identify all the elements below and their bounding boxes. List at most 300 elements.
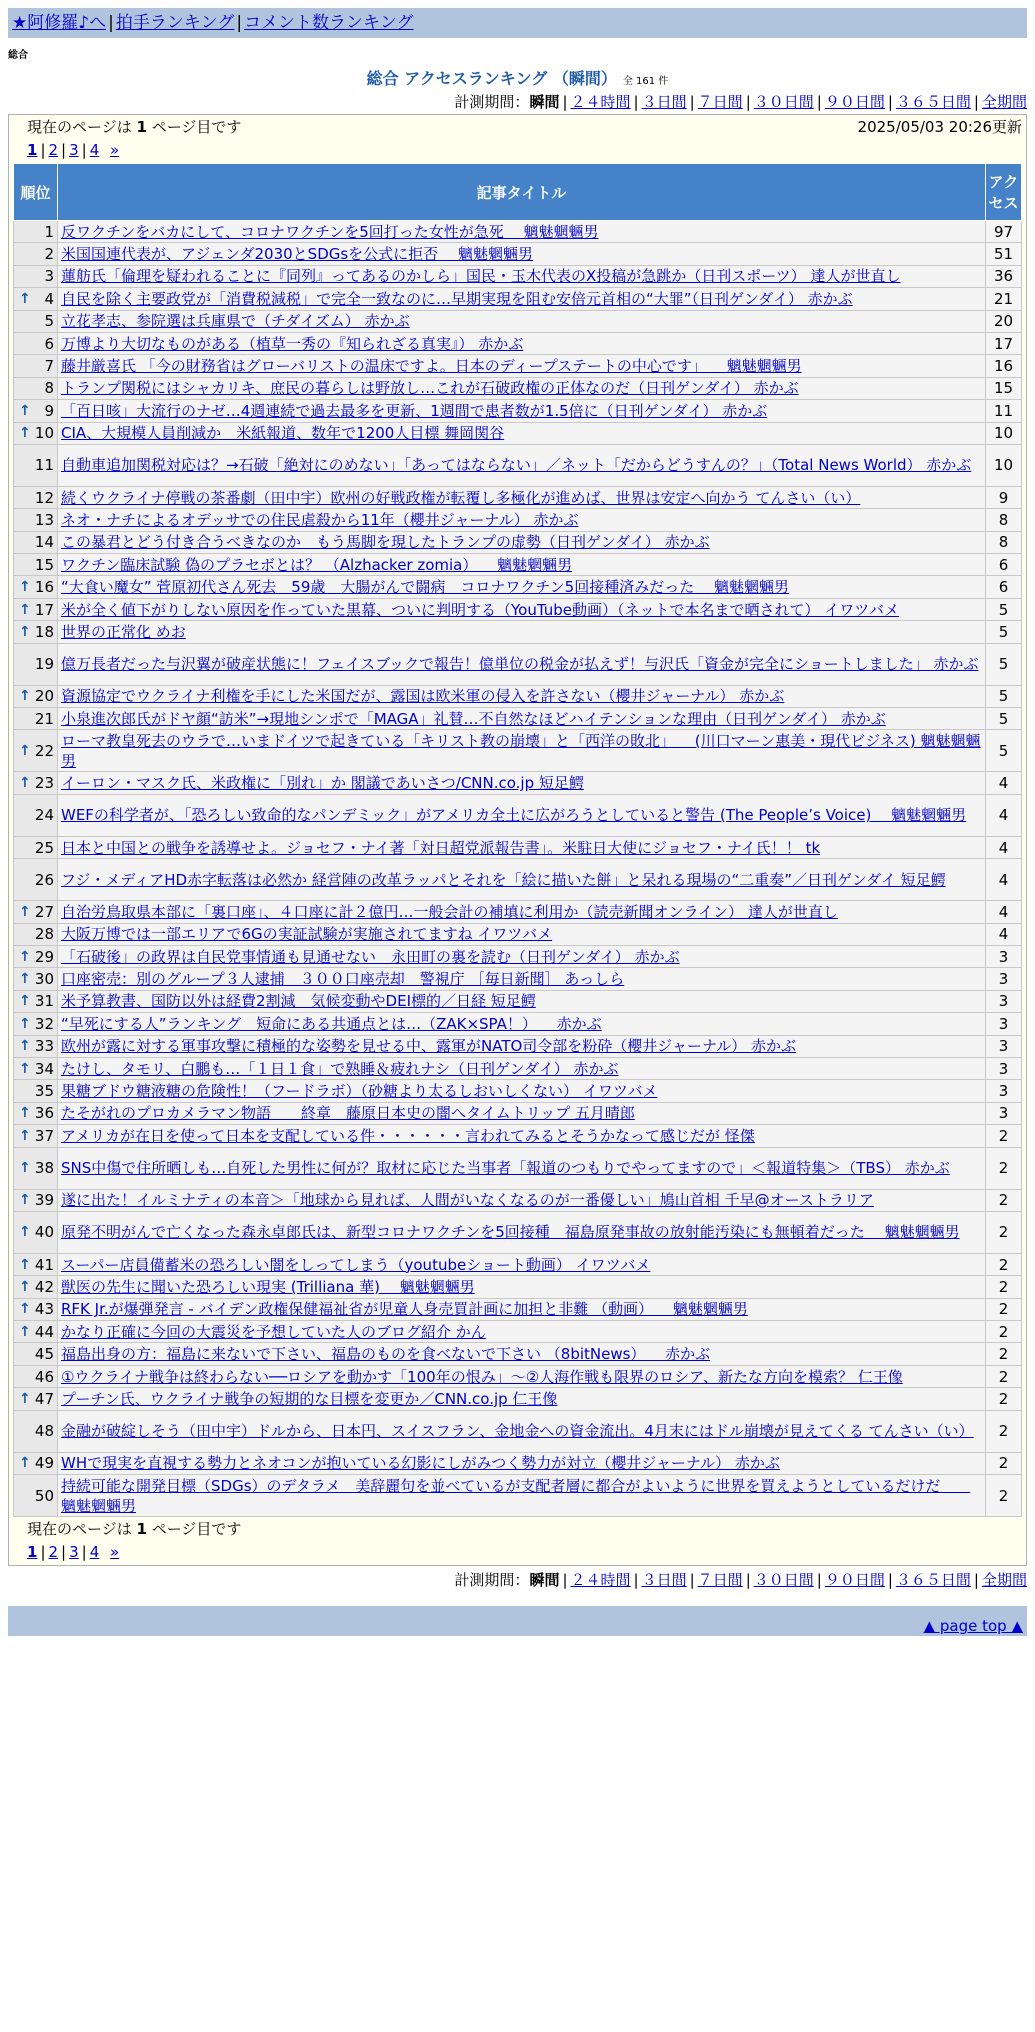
rank-up-arrow-icon: ↑: [19, 1278, 31, 1295]
rank-number: 6: [44, 334, 54, 353]
article-link[interactable]: 立花孝志、参院選は兵庫県で（チダイズム） 赤かぶ: [61, 312, 410, 331]
rank-cell: [14, 243, 58, 265]
rank-cell: [14, 1189, 58, 1211]
rank-up-arrow-icon: ↑: [19, 903, 31, 920]
rank-up-arrow-icon: ↑: [19, 775, 31, 792]
article-link[interactable]: 資源協定でウクライナ利権を手にした米国だが、露国は欧米軍の侵入を許さない（櫻井ジャーナル） 赤かぶ: [61, 687, 785, 706]
table-row: [14, 1013, 1022, 1035]
rank-up-arrow-icon: ↑: [19, 579, 31, 596]
table-row: [14, 836, 1022, 858]
article-link[interactable]: WHで現実を直視する勢力とネオコンが抱いている幻影にしがみつく勢力が対立（櫻井ジャーナル） 赤かぶ: [61, 1454, 780, 1473]
article-link[interactable]: CIA、大規模人員削減か 米紙報道、数年で1200人目標 舞岡関谷: [61, 424, 505, 443]
rank-number: 36: [34, 1104, 54, 1123]
title-cell: [58, 1410, 986, 1452]
rank-number: 8: [44, 379, 54, 398]
article-link[interactable]: 藤井厳喜氏 「今の財務省はグローバリストの温床ですよ。日本のディープステートの中心です」 魑魅魍魎男: [61, 357, 802, 376]
article-link[interactable]: 持続可能な開発目標（SDGs）のデタラメ 美辞麗句を並べているが支配者層に都合がよいように世界を買えようとしているだけだ 魑魅魍魎男: [61, 1476, 971, 1515]
table-row: [14, 531, 1022, 553]
title-cell: [58, 400, 986, 422]
access-count: 20: [986, 310, 1022, 332]
article-link[interactable]: 小泉進次郎氏がドヤ顔“訪米”→現地シンポで「MAGA」礼賛…不自然なほどハイテンションな理由（日刊ゲンダイ） 赤かぶ: [61, 709, 886, 728]
rank-cell: [14, 509, 58, 531]
rank-cell: [14, 221, 58, 243]
period-bottom-separator: |: [887, 1571, 893, 1590]
access-count: 4: [986, 836, 1022, 858]
table-row: [14, 1125, 1022, 1147]
title-cell: [58, 772, 986, 794]
rank-number: 11: [34, 456, 54, 475]
period-bottom-option[interactable]: ３６５日間: [895, 1571, 971, 1590]
table-row: [14, 422, 1022, 444]
access-count: 4: [986, 772, 1022, 794]
article-link[interactable]: 自民を除く主要政党が「消費税減税」で完全一致なのに…早期実現を阻む安倍元首相の“大罪”（日刊ゲンダイ） 赤かぶ: [61, 289, 853, 308]
article-link[interactable]: かなり正確に今回の大震災を予想していた人のブログ紹介 かん: [61, 1322, 486, 1341]
title-cell: [58, 377, 986, 399]
access-count: 2: [986, 1125, 1022, 1147]
table-row: [14, 576, 1022, 598]
pagination-bottom-separator: |: [40, 1543, 46, 1562]
rank-number: 24: [34, 806, 54, 825]
access-count: 4: [986, 901, 1022, 923]
table-row: [14, 1253, 1022, 1275]
period-bottom-option[interactable]: ７日間: [697, 1571, 743, 1590]
pagination-top-page-current[interactable]: 1: [27, 141, 38, 159]
col-header-title: 記事タイトル: [58, 164, 986, 221]
rank-cell: [14, 265, 58, 287]
ranking-table: [13, 163, 1022, 1517]
article-link[interactable]: 遂に出た！イルミナティの本音＞「地球から見れば、人間がいなくなるのが一番優しい」鳩山首相 千早@オーストラリア: [61, 1191, 874, 1210]
access-count: 10: [986, 444, 1022, 486]
article-link[interactable]: 続くウクライナ停戦の茶番劇（田中宇）欧州の好戦政権が転覆し多極化が進めば、世界は安定へ向かう てんさい（い）: [61, 488, 861, 507]
period-bottom-label: 計測期間：: [454, 1571, 530, 1590]
access-count: 2: [986, 1475, 1022, 1517]
rank-up-arrow-icon: ↑: [19, 742, 31, 759]
rank-up-arrow-icon: ↑: [19, 971, 31, 988]
access-count: 2: [986, 1410, 1022, 1452]
ranking-rows: [14, 221, 1022, 1517]
pagination-top-page-link[interactable]: 3: [69, 141, 79, 159]
period-bottom-separator: |: [816, 1571, 822, 1590]
rank-number: 7: [44, 357, 54, 376]
article-link[interactable]: ローマ教皇死去のウラで…いまドイツで起きている「キリスト教の崩壊」と「西洋の敗北」 (川口マーン惠美・現代ビジネス) 魑魅魍魎男: [61, 731, 981, 770]
period-top-option[interactable]: 全期間: [981, 93, 1027, 111]
table-row: [14, 288, 1022, 310]
rank-number: 40: [34, 1223, 54, 1242]
article-link[interactable]: 果糖ブドウ糖液糖の危険性！（フードラボ）（砂糖より太るしおいしくない） イワツバメ: [61, 1082, 658, 1101]
period-bottom-option[interactable]: ３０日間: [753, 1571, 814, 1590]
access-count: 17: [986, 332, 1022, 354]
rank-up-arrow-icon: ↑: [19, 290, 31, 307]
article-link[interactable]: この暴君とどう付き合うべきなのか もう馬脚を現したトランプの虚勢（日刊ゲンダイ） 赤かぶ: [61, 533, 710, 552]
access-count: 3: [986, 1057, 1022, 1079]
rank-cell: [14, 1321, 58, 1343]
rank-cell: [14, 1102, 58, 1124]
rank-up-arrow-icon: ↑: [19, 993, 31, 1010]
table-row: [14, 1276, 1022, 1298]
access-count: 97: [986, 221, 1022, 243]
pagination-bottom-next-link[interactable]: »: [110, 1543, 120, 1562]
title-cell: [58, 221, 986, 243]
period-bottom-separator: |: [689, 1571, 695, 1590]
access-count: 3: [986, 945, 1022, 967]
rank-up-arrow-icon: ↑: [19, 1015, 31, 1032]
title-cell: [58, 554, 986, 576]
access-count: 6: [986, 554, 1022, 576]
rank-cell: [14, 444, 58, 486]
period-bottom-option[interactable]: ２４時間: [570, 1571, 631, 1590]
title-cell: [58, 422, 986, 444]
rank-number: 34: [34, 1059, 54, 1078]
rank-number: 4: [44, 289, 54, 308]
rank-number: 37: [34, 1126, 54, 1145]
title-cell: [58, 243, 986, 265]
article-link[interactable]: ワクチン臨床試験 偽のプラセボとは？ （Alzhacker zomia） 魑魅魍魎男: [61, 555, 573, 574]
rank-up-arrow-icon: ↑: [19, 601, 31, 618]
table-row: [14, 794, 1022, 836]
rank-cell: [14, 422, 58, 444]
rank-cell: [14, 945, 58, 967]
rank-cell: [14, 1388, 58, 1410]
title-cell: [58, 1035, 986, 1057]
rank-number: 38: [34, 1159, 54, 1177]
rank-up-arrow-icon: ↑: [19, 688, 31, 705]
rank-cell: [14, 288, 58, 310]
rank-cell: [14, 1253, 58, 1275]
rank-number: 50: [34, 1486, 54, 1505]
period-selector-top: [8, 90, 1027, 114]
rank-cell: [14, 1365, 58, 1387]
rank-number: 47: [34, 1389, 54, 1408]
rank-up-arrow-icon: ↑: [19, 1301, 31, 1318]
access-count: 2: [986, 1321, 1022, 1343]
period-bottom-option[interactable]: ３日間: [641, 1571, 687, 1590]
title-cell: [58, 576, 986, 598]
table-row: [14, 243, 1022, 265]
title-cell: [58, 598, 986, 620]
article-link[interactable]: 「石破後」の政界は自民党事情通も見通せない 永田町の裏を読む（日刊ゲンダイ） 赤かぶ: [61, 947, 680, 966]
table-row: [14, 310, 1022, 332]
rank-number: 5: [44, 312, 54, 331]
rank-cell: [14, 1035, 58, 1057]
period-top-option[interactable]: ２４時間: [570, 93, 631, 111]
period-top-option[interactable]: ７日間: [697, 93, 743, 111]
ranking-box: [8, 114, 1027, 1566]
col-header-access: アクセス: [986, 164, 1022, 221]
access-count: 15: [986, 377, 1022, 399]
access-count: 2: [986, 1388, 1022, 1410]
page-info-bottom: [13, 1517, 1022, 1541]
period-selector-bottom: [8, 1568, 1027, 1592]
rank-number: 31: [34, 992, 54, 1011]
home-link[interactable]: ★阿修羅♪へ: [12, 13, 107, 33]
period-bottom-separator: |: [633, 1571, 639, 1590]
updated-time: 2025/05/03 20:26更新: [857, 118, 1022, 136]
rank-cell: [14, 836, 58, 858]
period-top-option[interactable]: ３日間: [641, 93, 687, 111]
rank-up-arrow-icon: ↑: [19, 425, 31, 442]
access-count: 11: [986, 400, 1022, 422]
rank-cell: [14, 332, 58, 354]
rank-cell: [14, 708, 58, 730]
clap-ranking-link[interactable]: 拍手ランキング: [115, 13, 235, 33]
period-top-option[interactable]: ３６５日間: [895, 93, 971, 111]
period-bottom-separator: |: [562, 1571, 568, 1590]
top-nav: ★阿修羅♪へ | 拍手ランキング | コメント数ランキング: [8, 8, 1027, 38]
access-count: 2: [986, 1276, 1022, 1298]
pagination-bottom-page-link[interactable]: 3: [69, 1543, 79, 1562]
rank-up-arrow-icon: ↑: [19, 1192, 31, 1209]
table-row: [14, 945, 1022, 967]
table-row: [14, 1410, 1022, 1452]
table-row: [14, 554, 1022, 576]
rank-number: 22: [34, 741, 54, 760]
pagination-bottom-page-current[interactable]: 1: [27, 1543, 38, 1562]
article-link[interactable]: 蓮舫氏「倫理を疑われることに『同列』ってあるのかしら」国民・玉木代表のX投稿が急跳か（日刊スポーツ） 達人が世直し: [61, 267, 901, 286]
title-cell: [58, 643, 986, 685]
rank-number: 43: [34, 1300, 54, 1319]
table-row: [14, 643, 1022, 685]
table-row: [14, 1211, 1022, 1253]
title-cell: [58, 968, 986, 990]
access-count: 2: [986, 1189, 1022, 1211]
article-link[interactable]: 世界の正常化 めお: [61, 622, 186, 641]
pagination-bottom-separator: |: [61, 1543, 67, 1562]
article-link[interactable]: 反ワクチンをバカにして、コロナワクチンを5回打った女性が急死 魑魅魍魎男: [61, 222, 599, 241]
pagination-top-spacer: [102, 141, 107, 159]
table-row: [14, 1102, 1022, 1124]
rank-cell: [14, 486, 58, 508]
rank-cell: [14, 1125, 58, 1147]
access-count: 8: [986, 531, 1022, 553]
table-row: [14, 1452, 1022, 1474]
rank-number: 23: [34, 774, 54, 793]
article-link[interactable]: 口座密売：別のグループ３人逮捕 ３００口座売却 警視庁 ［毎日新聞］ あっしら: [61, 970, 625, 989]
title-cell: [58, 621, 986, 643]
rank-up-arrow-icon: ↑: [19, 1127, 31, 1144]
rank-up-arrow-icon: ↑: [19, 948, 31, 965]
access-count: 2: [986, 1211, 1022, 1253]
rank-number: 45: [34, 1345, 54, 1364]
rank-up-arrow-icon: ↑: [19, 1455, 31, 1472]
pagination-top: [13, 139, 1022, 163]
period-bottom-separator: |: [745, 1571, 751, 1590]
period-top-separator: |: [689, 93, 695, 111]
rank-cell: [14, 1147, 58, 1189]
pagination-bottom-page-link[interactable]: 2: [48, 1543, 59, 1562]
table-row: [14, 1057, 1022, 1079]
table-row: [14, 1321, 1022, 1343]
rank-cell: [14, 968, 58, 990]
title-cell: [58, 1211, 986, 1253]
title-cell: [58, 1013, 986, 1035]
access-count: 3: [986, 1035, 1022, 1057]
article-link[interactable]: 米が全く値下がりしない原因を作っていた黒幕、ついに判明する（YouTube動画）（ネットで本名まで晒されて） イワツバメ: [61, 600, 899, 619]
comment-ranking-link[interactable]: コメント数ランキング: [244, 13, 414, 33]
article-link[interactable]: ①ウクライナ戦争は終わらない──ロシアを動かす「100年の恨み」～②人海作戦も限界のロシア、新たな方向を模索？ 仁王像: [61, 1367, 903, 1386]
rank-number: 32: [34, 1014, 54, 1033]
title-cell: [58, 1388, 986, 1410]
table-row: [14, 685, 1022, 707]
pagination-bottom-separator: |: [81, 1543, 87, 1562]
article-link[interactable]: 万博より大切なものがある（植草一秀の『知られざる真実』） 赤かぶ: [61, 334, 524, 353]
article-link[interactable]: トランプ関税にはシャカリキ、庶民の暮らしは野放し…これが石破政権の正体なのだ（日刊ゲンダイ） 赤かぶ: [61, 379, 799, 398]
rank-number: 2: [44, 245, 54, 264]
article-link[interactable]: 金融が破綻しそう（田中宇）ドルから、日本円、スイスフラン、金地金への資金流出。4月末にはドル崩壊が見えてくる てんさい（い）: [61, 1422, 974, 1441]
article-link[interactable]: 米予算教書、国防以外は経費2割減 気候変動やDEI標的／日経 短足鰐: [61, 992, 536, 1011]
pagination-top-separator: |: [40, 141, 46, 159]
rank-cell: [14, 400, 58, 422]
rank-number: 20: [34, 687, 54, 706]
table-row: [14, 377, 1022, 399]
title-cell: [58, 945, 986, 967]
article-link[interactable]: 「百日咳」大流行のナゼ…4週連続で過去最多を更新、1週間で患者数が1.5倍に（日刊ゲンダイ） 赤かぶ: [61, 401, 768, 420]
article-link[interactable]: 自動車追加関税対応は？→石破「絶対にのめない」「あってはならない」／ネット「だからどうすんの？」（Total News World） 赤かぶ: [61, 456, 972, 475]
title-cell: [58, 1189, 986, 1211]
article-link[interactable]: 大阪万博では一部エリアで6Gの実証試験が実施されてますね イワツバメ: [61, 925, 553, 944]
rank-cell: [14, 730, 58, 772]
article-link[interactable]: プーチン氏、ウクライナ戦争の短期的な目標を変更か／CNN.co.jp 仁王像: [61, 1389, 558, 1408]
title-cell: [58, 444, 986, 486]
rank-number: 18: [34, 622, 54, 641]
rank-cell: [14, 685, 58, 707]
article-link[interactable]: 獣医の先生に聞いた恐ろしい現実 (Trilliana 華) 魑魅魍魎男: [61, 1277, 475, 1296]
rank-number: 26: [34, 870, 54, 889]
article-link[interactable]: フジ・メディアHD赤字転落は必然か 経営陣の改革ラッパとそれを「絵に描いた餅」と呆れる現場の“二重奏”／日刊ゲンダイ 短足鰐: [61, 870, 946, 889]
rank-number: 17: [34, 600, 54, 619]
title-cell: [58, 836, 986, 858]
rank-cell: [14, 310, 58, 332]
title-cell: [58, 1452, 986, 1474]
rank-number: 3: [44, 267, 54, 286]
access-count: 3: [986, 968, 1022, 990]
rank-up-arrow-icon: ↑: [19, 402, 31, 419]
article-link[interactable]: WEFの科学者が、「恐ろしい致命的なパンデミック」がアメリカ全土に広がろうとしていると警告 (The People’s Voice) 魑魅魍魎男: [61, 806, 967, 825]
table-row: [14, 1388, 1022, 1410]
pagination-bottom-page-link[interactable]: 4: [89, 1543, 100, 1562]
table-row: [14, 1298, 1022, 1320]
table-row: [14, 355, 1022, 377]
table-row: [14, 923, 1022, 945]
article-link[interactable]: 欧州が露に対する軍事攻撃に積極的な姿勢を見せる中、露軍がNATO司令部を粉砕（櫻井ジャーナル） 赤かぶ: [61, 1037, 797, 1056]
page-info: [13, 115, 1022, 139]
article-link[interactable]: イーロン・マスク氏、米政権に「別れ」か 閣議であいさつ/CNN.co.jp 短足鰐: [61, 774, 584, 793]
article-link[interactable]: 米国国連代表が、アジェンダ2030とSDGsを公式に拒否 魑魅魍魎男: [61, 245, 533, 264]
rank-cell: [14, 1343, 58, 1365]
rank-number: 28: [34, 925, 54, 944]
access-count: 9: [986, 486, 1022, 508]
rank-cell: [14, 1211, 58, 1253]
rank-number: 39: [34, 1191, 54, 1210]
pagination-bottom: [13, 1541, 1022, 1565]
period-top-separator: |: [562, 93, 568, 111]
pagination-top-page-link[interactable]: 2: [48, 141, 59, 159]
article-link[interactable]: 自治労鳥取県本部に「裏口座」、４口座に計２億円…一般会計の補填に利用か（読売新聞オンライン） 達人が世直し: [61, 902, 838, 921]
rank-cell: [14, 531, 58, 553]
rank-up-arrow-icon: ↑: [19, 623, 31, 640]
period-top-label: 計測期間：: [454, 93, 530, 111]
period-top-separator: |: [816, 93, 822, 111]
article-link[interactable]: “早死にする人”ランキング 短命にある共通点とは…（ZAK×SPA！） 赤かぶ: [61, 1014, 602, 1033]
title-cell: [58, 1298, 986, 1320]
access-count: 2: [986, 1147, 1022, 1189]
table-row: [14, 598, 1022, 620]
pagination-top-page-link[interactable]: 4: [89, 141, 100, 159]
period-top-option[interactable]: ９０日間: [824, 93, 885, 111]
rank-cell: [14, 377, 58, 399]
ranking-heading: [8, 68, 1027, 90]
rank-up-arrow-icon: ↑: [19, 1060, 31, 1077]
title-cell: [58, 859, 986, 901]
page-top-link[interactable]: ▲ page top ▲: [923, 1617, 1023, 1636]
rank-number: 35: [34, 1082, 54, 1101]
pagination-top-next-link[interactable]: »: [110, 141, 120, 159]
category-label: 総合: [8, 50, 28, 61]
article-link[interactable]: たけし、タモリ、白鵬も…「１日１食」で熟睡＆疲れナシ（日刊ゲンダイ） 赤かぶ: [61, 1059, 619, 1078]
access-count: 36: [986, 265, 1022, 287]
rank-number: 48: [34, 1422, 54, 1441]
access-count: 3: [986, 990, 1022, 1012]
rank-number: 30: [34, 970, 54, 989]
table-row: [14, 400, 1022, 422]
article-link[interactable]: 原発不明がんで亡くなった森永卓郎氏は、新型コロナワクチンを5回接種 福島原発事故の放射能汚染にも無頓着だった 魑魅魍魎男: [61, 1223, 960, 1242]
article-link[interactable]: ネオ・ナチによるオデッサでの住民虐殺から11年（櫻井ジャーナル） 赤かぶ: [61, 510, 579, 529]
access-count: 10: [986, 422, 1022, 444]
period-bottom-option[interactable]: 全期間: [981, 1571, 1027, 1590]
article-link[interactable]: 福島出身の方：福島に来ないで下さい、福島のものを食べないで下さい （8bitNews） 赤かぶ: [61, 1345, 711, 1364]
rank-cell: [14, 1452, 58, 1474]
rank-number: 44: [34, 1322, 54, 1341]
access-count: 4: [986, 794, 1022, 836]
title-cell: [58, 1276, 986, 1298]
title-cell: [58, 730, 986, 772]
rank-up-arrow-icon: ↑: [19, 1256, 31, 1273]
table-row: [14, 859, 1022, 901]
article-link[interactable]: アメリカが在日を使って日本を支配している件・・・・・・言われてみるとそうかなって感じだが 怪傑: [61, 1126, 755, 1145]
pagination-top-separator: |: [61, 141, 67, 159]
article-link[interactable]: “大食い魔女” 菅原初代さん死去 59歳 大腸がんで闘病 コロナワクチン5回接種済みだった 魑魅魍魎男: [61, 578, 789, 597]
article-link[interactable]: たそがれのプロカメラマン物語 終章 藤原日本史の闇へタイムトリップ 五月晴郎: [61, 1104, 635, 1123]
title-cell: [58, 708, 986, 730]
table-row: [14, 1343, 1022, 1365]
table-row: [14, 968, 1022, 990]
article-link[interactable]: 億万長者だった与沢翼が破産状態に！フェイスブックで報告！億単位の税金が払えず！与沢氏「資金が完全にショートしました」 赤かぶ: [61, 655, 979, 674]
rank-number: 12: [34, 488, 54, 507]
article-link[interactable]: SNS中傷で住所晒しも…自死した男性に何が？取材に応じた当事者「報道のつもりでやってますので」＜報道特集＞（TBS） 赤かぶ: [61, 1159, 950, 1177]
period-top-option[interactable]: ３０日間: [753, 93, 814, 111]
period-top-current: 瞬間: [529, 93, 560, 111]
rank-cell: [14, 772, 58, 794]
article-link[interactable]: RFK Jr.が爆弾発言 - バイデン政権保健福祉省が児童人身売買計画に加担と非難 （動画） 魑魅魍魎男: [61, 1300, 748, 1319]
rank-cell: [14, 1298, 58, 1320]
rank-cell: [14, 859, 58, 901]
period-bottom-option[interactable]: ９０日間: [824, 1571, 885, 1590]
rank-cell: [14, 794, 58, 836]
article-link[interactable]: スーパー店員備蓄米の恐ろしい闇をしってしまう（youtubeショート動画） イワツバメ: [61, 1255, 651, 1274]
article-link[interactable]: 日本と中国との戦争を誘導せよ。ジョセフ・ナイ著「対日超党派報告書」。米駐日大使にジョセフ・ナイ氏！！ tk: [61, 838, 821, 857]
rank-cell: [14, 1080, 58, 1102]
access-count: 3: [986, 1013, 1022, 1035]
access-count: 3: [986, 1102, 1022, 1124]
title-cell: [58, 1475, 986, 1517]
rank-number: 9: [44, 401, 54, 420]
rank-number: 16: [34, 578, 54, 597]
table-row: [14, 708, 1022, 730]
access-count: 2: [986, 1452, 1022, 1474]
table-row: [14, 1147, 1022, 1189]
rank-number: 49: [34, 1454, 54, 1473]
table-row: [14, 730, 1022, 772]
access-count: 5: [986, 643, 1022, 685]
